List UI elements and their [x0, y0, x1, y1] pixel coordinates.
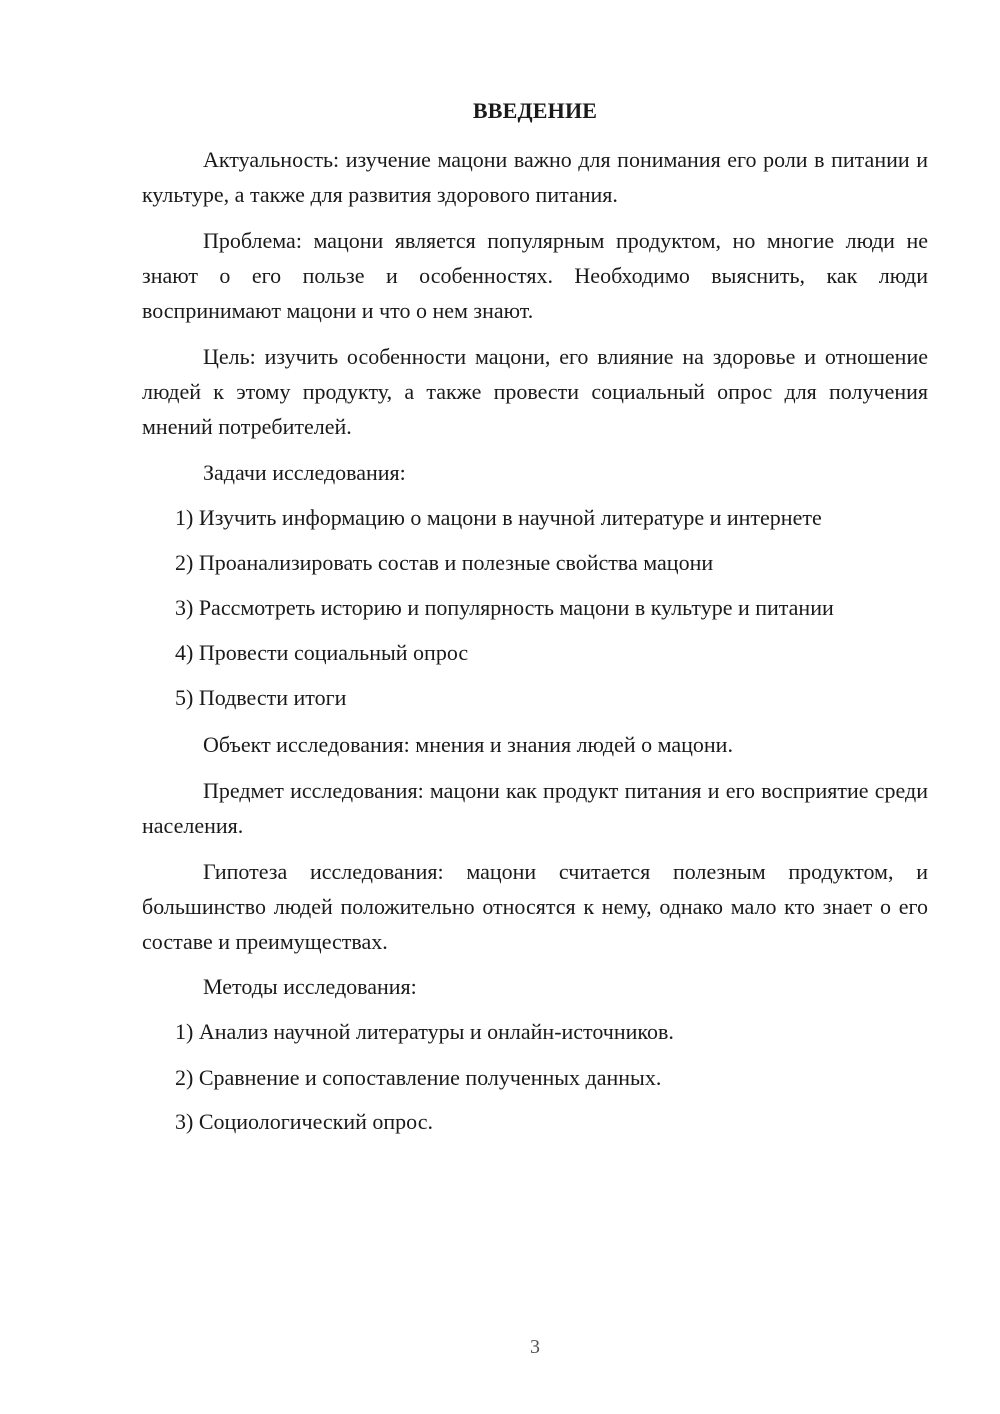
- section-heading: ВВЕДЕНИЕ: [472, 98, 598, 123]
- task-item: 2) Проанализировать состав и полезные свойства мацони: [175, 550, 714, 575]
- page-number: 3: [530, 1336, 540, 1358]
- task-item: 5) Подвести итоги: [175, 685, 347, 710]
- relevance-paragraph: Актуальность: изучение мацони важно для понимания его роли в питании и культуре, а также для развития здорового питания.: [142, 147, 928, 207]
- subject-paragraph: Предмет исследования: мацони как продукт питания и его восприятие среди населения.: [142, 778, 928, 838]
- tasks-title: Задачи исследования:: [203, 460, 406, 485]
- hypothesis-paragraph: Гипотеза исследования: мацони считается полезным продуктом, и большинство людей положительно относятся к нему, однако мало кто знает о его составе и преимуществах.: [142, 859, 928, 954]
- task-item: 4) Провести социальный опрос: [175, 640, 469, 665]
- goal-paragraph: Цель: изучить особенности мацони, его влияние на здоровье и отношение людей к этому продукту, а также провести социальный опрос для получения мнений потребителей.: [142, 344, 928, 439]
- method-item: 1) Анализ научной литературы и онлайн-источников.: [175, 1019, 674, 1044]
- document-page: [142, 0, 928, 1414]
- method-item: 3) Социологический опрос.: [175, 1109, 433, 1134]
- task-item: 1) Изучить информацию о мацони в научной литературе и интернете: [175, 505, 822, 530]
- object-paragraph: Объект исследования: мнения и знания людей о мацони.: [203, 732, 733, 757]
- task-item: 3) Рассмотреть историю и популярность мацони в культуре и питании: [175, 595, 834, 620]
- method-item: 2) Сравнение и сопоставление полученных данных.: [175, 1065, 662, 1090]
- methods-title: Методы исследования:: [203, 974, 417, 999]
- problem-paragraph: Проблема: мацони является популярным продуктом, но многие люди не знают о его пользе и особенностях. Необходимо выяснить, как люди воспринимают мацони и что о нем знают.: [142, 228, 928, 323]
